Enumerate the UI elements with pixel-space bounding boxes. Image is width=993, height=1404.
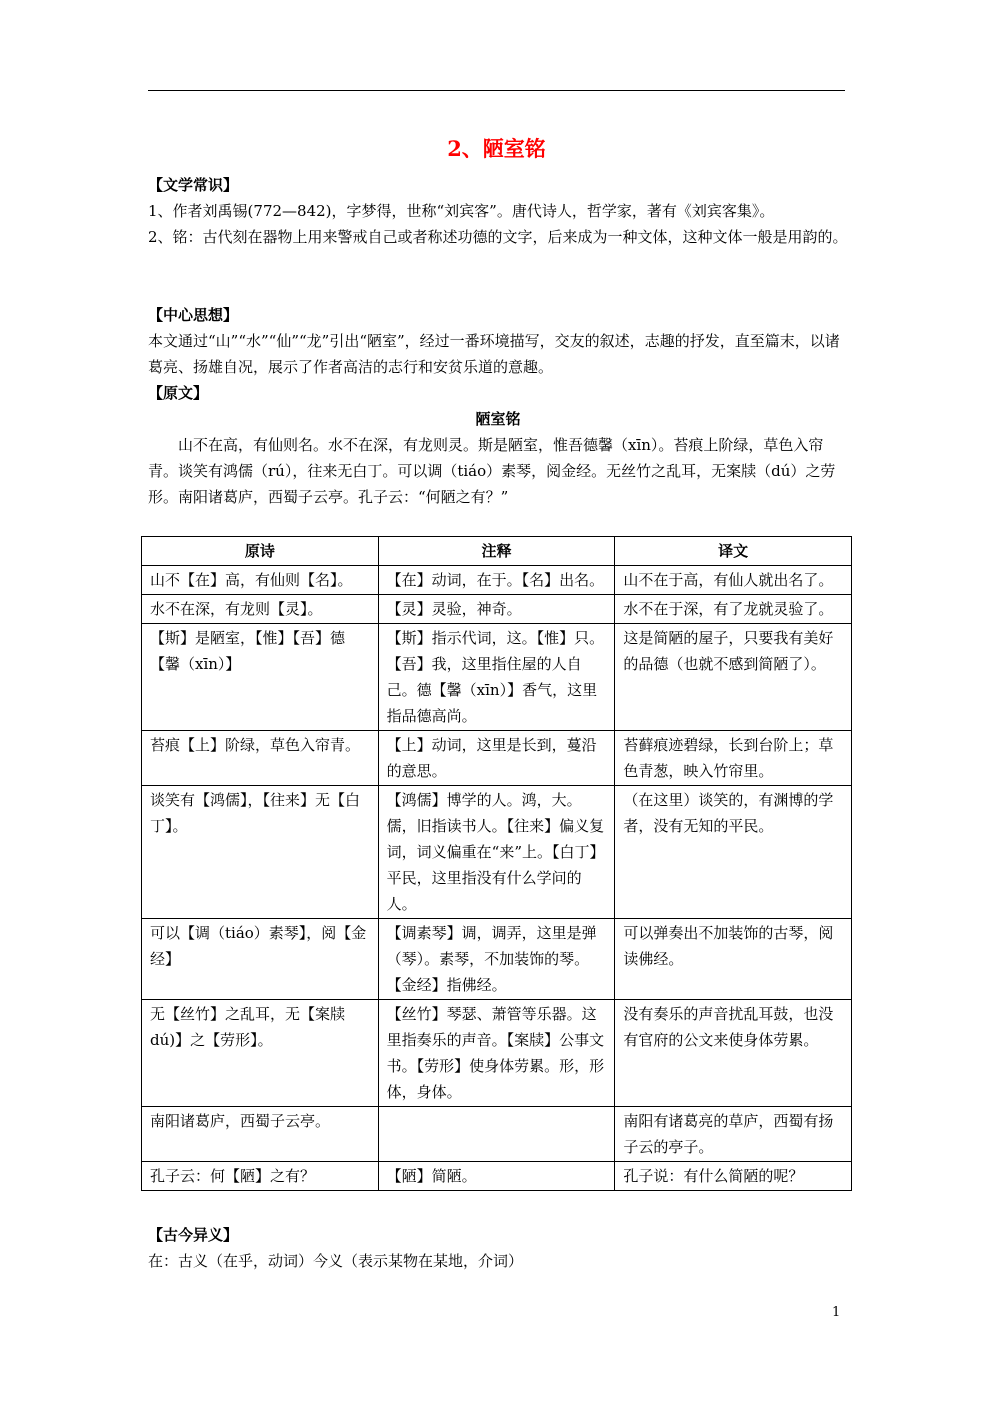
paragraph: 本文通过“山”“水”“仙”“龙”引出“陋室”，经过一番环境描写，交友的叙述，志趣的抒发，直至篇末，以诸葛亮、扬雄自况，展示了作者高洁的志行和安贫乐道的意趣。 [148,332,840,376]
table-cell: 【斯】指示代词，这。【惟】只。【吾】我，这里指住屋的人自己。德【馨（xīn）】香气，这里指品德高尚。 [378,624,615,731]
table-row [142,566,852,595]
table-cell: 孔子说：有什么简陋的呢？ [615,1162,852,1191]
section-heading: 【文学常识】 [148,176,239,194]
table-cell: 可以【调（tiáo）素琴】，阅【金经】 [142,919,379,1000]
table-cell: 【在】动词，在于。【名】出名。 [378,566,615,595]
table-cell: 南阳诸葛庐，西蜀子云亭。 [142,1107,379,1162]
poem-text: 山不在高，有仙则名。水不在深，有龙则灵。斯是陋室，惟吾德馨（xīn）。苔痕上阶绿，草色入帘青。谈笑有鸿儒（rú），往来无白丁。可以调（tiáo）素琴，阅金经。无丝竹之乱耳，无案牍（dú）之劳形。南阳诸葛庐，西蜀子云亭。孔子云：“何陋之有？” [148,436,836,506]
table-cell: 山不在于高，有仙人就出名了。 [615,566,852,595]
table-cell: 【鸿儒】博学的人。鸿，大。儒，旧指读书人。【往来】偏义复词，词义偏重在“来”上。【白丁】平民，这里指没有什么学问的人。 [378,786,615,919]
table-cell: 孔子云：何【陋】之有？ [142,1162,379,1191]
table-cell: 水不在深，有龙则【灵】。 [142,595,379,624]
annotation-table [141,536,852,1191]
table-cell: 【陋】简陋。 [378,1162,615,1191]
section-heading: 【中心思想】 [148,306,239,324]
page-number: 1 [832,1305,841,1320]
table-row [142,624,852,731]
table-cell: 没有奏乐的声音扰乱耳鼓，也没有官府的公文来使身体劳累。 [615,1000,852,1107]
table-header-row [142,537,852,566]
section-heading: 【古今异义】 [148,1226,239,1244]
table-cell: 【灵】灵验，神奇。 [378,595,615,624]
table-cell: 【斯】是陋室，【惟】【吾】德【馨（xīn）】 [142,624,379,731]
table-row [142,1107,852,1162]
table-cell: 南阳有诸葛亮的草庐，西蜀有扬子云的亭子。 [615,1107,852,1162]
table-cell: 谈笑有【鸿儒】，【往来】无【白丁】。 [142,786,379,919]
section-literary-knowledge [148,172,848,250]
table-cell: 无【丝竹】之乱耳，无【案牍 dú)】之【劳形】。 [142,1000,379,1107]
table-row [142,595,852,624]
page-title: 2、陋室铭 [447,136,546,161]
paragraph: 2、铭：古代刻在器物上用来警戒自己或者称述功德的文字，后来成为一种文体，这种文体一般是用韵的。 [148,228,848,246]
table-cell: 水不在于深，有了龙就灵验了。 [615,595,852,624]
column-header: 注释 [378,537,615,566]
table-row [142,786,852,919]
table-cell: 可以弹奏出不加装饰的古琴，阅读佛经。 [615,919,852,1000]
section-original-text [148,380,848,510]
table-cell: 苔痕【上】阶绿，草色入帘青。 [142,731,379,786]
table-row [142,1000,852,1107]
poem-title: 陋室铭 [475,410,521,428]
table-row [142,919,852,1000]
table-row [142,731,852,786]
section-ancient-modern-meaning [148,1222,848,1274]
table-cell: 山不【在】高，有仙则【名】。 [142,566,379,595]
table-cell: 【调素琴】调，调弄，这里是弹（琴）。素琴，不加装饰的琴。【金经】指佛经。 [378,919,615,1000]
paragraph: 1、作者刘禹锡(772—842)，字梦得，世称“刘宾客”。唐代诗人，哲学家，著有《刘宾客集》。 [148,202,775,220]
paragraph: 在：古义（在乎，动词）今义（表示某物在某地，介词） [148,1252,524,1270]
column-header: 译文 [615,537,852,566]
table-cell: 这是简陋的屋子，只要我有美好的品德（也就不感到简陋了）。 [615,624,852,731]
section-heading: 【原文】 [148,384,209,402]
table-cell: 【丝竹】琴瑟、萧管等乐器。这里指奏乐的声音。【案牍】公事文书。【劳形】使身体劳累。形，形体，身体。 [378,1000,615,1107]
table-cell: （在这里）谈笑的，有渊博的学者，没有无知的平民。 [615,786,852,919]
table-cell: 【上】动词，这里是长到，蔓沿的意思。 [378,731,615,786]
section-central-idea [148,302,848,380]
table-row [142,1162,852,1191]
column-header: 原诗 [142,537,379,566]
table-cell [378,1107,615,1162]
table-cell: 苔藓痕迹碧绿，长到台阶上；草色青葱，映入竹帘里。 [615,731,852,786]
header-rule [148,90,845,91]
